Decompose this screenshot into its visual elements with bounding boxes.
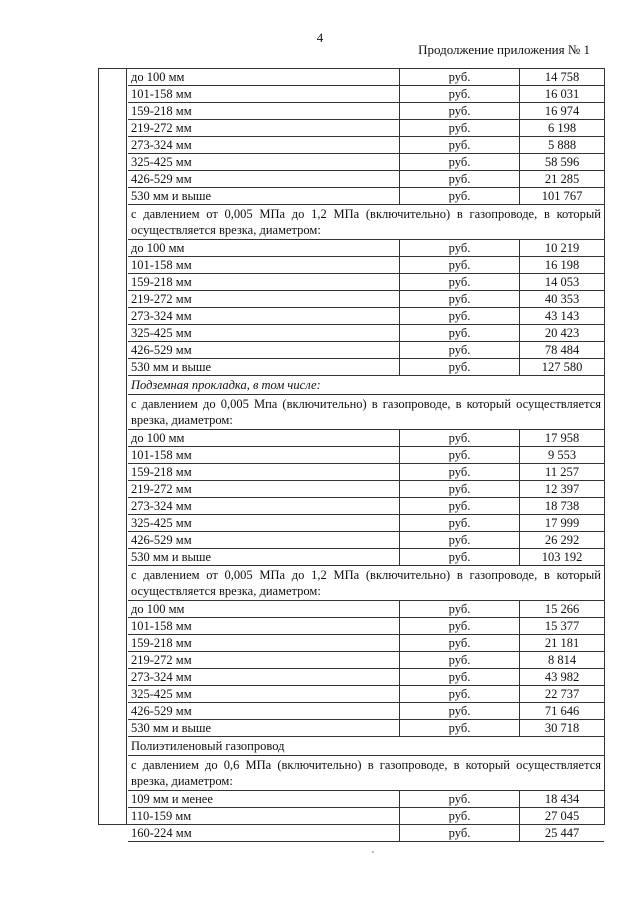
diameter-cell: 110-159 мм [128,808,400,824]
unit-cell: руб. [400,549,520,565]
diameter-cell: 219-272 мм [128,120,400,136]
table-row [128,69,604,86]
block2 [128,240,604,376]
price-cell: 43 143 [544,309,580,323]
price-cell: 12 397 [544,482,580,496]
diameter-cell: 426-529 мм [128,703,400,719]
diameter-cell: 159-218 мм [128,274,400,290]
diameter-cell: 101-158 мм [128,86,400,102]
unit-cell: руб. [400,359,520,375]
table-row [128,447,604,464]
price-cell: 9 553 [547,448,577,462]
price-cell: 25 447 [544,826,580,840]
table-row [128,825,604,842]
price-cell: 20 423 [544,326,580,340]
unit-cell: руб. [400,430,520,446]
table-row [128,808,604,825]
price-cell: 21 181 [544,636,580,650]
unit-cell: руб. [400,308,520,324]
table-row [128,86,604,103]
price-cell: 30 718 [544,721,580,735]
unit-cell: руб. [400,154,520,170]
price-cell: 43 982 [544,670,580,684]
diameter-cell: до 100 мм [128,430,400,446]
page-number: 4 [316,30,324,45]
price-cell: 127 580 [541,360,583,374]
unit-cell: руб. [400,325,520,341]
unit-cell: руб. [400,86,520,102]
diameter-cell: 101-158 мм [128,618,400,634]
table-row [128,120,604,137]
price-cell: 27 045 [544,809,580,823]
unit-cell: руб. [400,652,520,668]
price-cell: 5 888 [547,138,577,152]
price-cell: 17 958 [544,431,580,445]
price-cell: 18 434 [544,792,580,806]
unit-cell: руб. [400,137,520,153]
table-row [128,498,604,515]
unit-cell: руб. [400,240,520,256]
table-row [128,103,604,120]
table-row [128,308,604,325]
table-row [128,342,604,359]
table-row [128,515,604,532]
diameter-cell: 109 мм и менее [128,791,400,807]
table-row [128,430,604,447]
pe-section-heading: Полиэтиленовый газопровод [128,737,604,756]
diameter-cell: 219-272 мм [128,481,400,497]
block3 [128,430,604,566]
table-row [128,686,604,703]
diameter-cell: 325-425 мм [128,154,400,170]
table-index-column [98,68,127,825]
block4-heading: с давлением от 0,005 МПа до 1,2 МПа (включительно) в газопроводе, в который осуществляется врезка, диаметром: [128,566,604,601]
price-cell: 15 266 [544,602,580,616]
price-cell: 6 198 [547,121,577,135]
unit-cell: руб. [400,720,520,736]
unit-cell: руб. [400,481,520,497]
table-row [128,291,604,308]
unit-cell: руб. [400,635,520,651]
price-cell: 101 767 [541,189,583,203]
table-row [128,618,604,635]
diameter-cell: 530 мм и выше [128,549,400,565]
table-row [128,257,604,274]
price-cell: 17 999 [544,516,580,530]
diameter-cell: 325-425 мм [128,515,400,531]
block1 [128,69,604,205]
continuation-header: Продолжение приложения № 1 [418,42,590,57]
unit-cell: руб. [400,69,520,85]
table-row [128,791,604,808]
table-row [128,652,604,669]
price-cell: 18 738 [544,499,580,513]
table-row [128,601,604,618]
unit-cell: руб. [400,171,520,187]
unit-cell: руб. [400,257,520,273]
table-row [128,274,604,291]
table-row [128,137,604,154]
diameter-cell: до 100 мм [128,69,400,85]
diameter-cell: 426-529 мм [128,532,400,548]
diameter-cell: 273-324 мм [128,308,400,324]
unit-cell: руб. [400,498,520,514]
price-cell: 14 758 [544,70,580,84]
table-row [128,635,604,652]
diameter-cell: 160-224 мм [128,825,400,841]
table-row [128,154,604,171]
price-cell: 8 814 [547,653,577,667]
unit-cell: руб. [400,825,520,841]
table-row [128,325,604,342]
table-row [128,359,604,376]
price-cell: 78 484 [544,343,580,357]
diameter-cell: 159-218 мм [128,635,400,651]
price-cell: 22 737 [544,687,580,701]
price-cell: 16 974 [544,104,580,118]
diameter-cell: 101-158 мм [128,257,400,273]
table-row [128,669,604,686]
table-row [128,464,604,481]
diameter-cell: 159-218 мм [128,464,400,480]
diameter-cell: до 100 мм [128,601,400,617]
diameter-cell: 219-272 мм [128,291,400,307]
diameter-cell: 101-158 мм [128,447,400,463]
diameter-cell: 273-324 мм [128,498,400,514]
diameter-cell: 219-272 мм [128,652,400,668]
block5-heading: с давлением до 0,6 МПа (включительно) в газопроводе, в который осуществляется врезка, диаметром: [128,756,604,791]
unit-cell: руб. [400,342,520,358]
unit-cell: руб. [400,291,520,307]
price-cell: 58 596 [544,155,580,169]
diameter-cell: 530 мм и выше [128,359,400,375]
block2-heading: с давлением от 0,005 МПа до 1,2 МПа (включительно) в газопроводе, в который осуществляется врезка, диаметром: [128,205,604,240]
table-row [128,171,604,188]
block4 [128,601,604,737]
unit-cell: руб. [400,464,520,480]
unit-cell: руб. [400,274,520,290]
table-row [128,549,604,566]
diameter-cell: 325-425 мм [128,325,400,341]
diameter-cell: 530 мм и выше [128,188,400,204]
diameter-cell: 325-425 мм [128,686,400,702]
unit-cell: руб. [400,515,520,531]
block5 [128,791,604,842]
table-row [128,188,604,205]
price-cell: 10 219 [544,241,580,255]
price-cell: 26 292 [544,533,580,547]
table-row [128,532,604,549]
diameter-cell: 159-218 мм [128,103,400,119]
scan-artifact [372,851,374,853]
table-row [128,481,604,498]
unit-cell: руб. [400,791,520,807]
unit-cell: руб. [400,703,520,719]
price-cell: 14 053 [544,275,580,289]
unit-cell: руб. [400,532,520,548]
unit-cell: руб. [400,120,520,136]
unit-cell: руб. [400,808,520,824]
diameter-cell: 273-324 мм [128,137,400,153]
table-row [128,720,604,737]
diameter-cell: 426-529 мм [128,342,400,358]
price-cell: 16 198 [544,258,580,272]
unit-cell: руб. [400,447,520,463]
diameter-cell: до 100 мм [128,240,400,256]
table-row [128,703,604,720]
diameter-cell: 426-529 мм [128,171,400,187]
price-cell: 15 377 [544,619,580,633]
price-cell: 21 285 [544,172,580,186]
unit-cell: руб. [400,669,520,685]
table-row [128,240,604,257]
diameter-cell: 530 мм и выше [128,720,400,736]
price-cell: 40 353 [544,292,580,306]
block3-heading: с давлением до 0,005 Мпа (включительно) в газопроводе, в который осуществляется врезка, диаметром: [128,395,604,430]
tariff-table [128,69,604,842]
unit-cell: руб. [400,103,520,119]
unit-cell: руб. [400,601,520,617]
price-cell: 103 192 [541,550,583,564]
diameter-cell: 273-324 мм [128,669,400,685]
price-cell: 16 031 [544,87,580,101]
unit-cell: руб. [400,686,520,702]
underground-section-heading: Подземная прокладка, в том числе: [128,376,604,395]
unit-cell: руб. [400,188,520,204]
price-cell: 71 646 [544,704,580,718]
price-cell: 11 257 [545,465,579,479]
unit-cell: руб. [400,618,520,634]
